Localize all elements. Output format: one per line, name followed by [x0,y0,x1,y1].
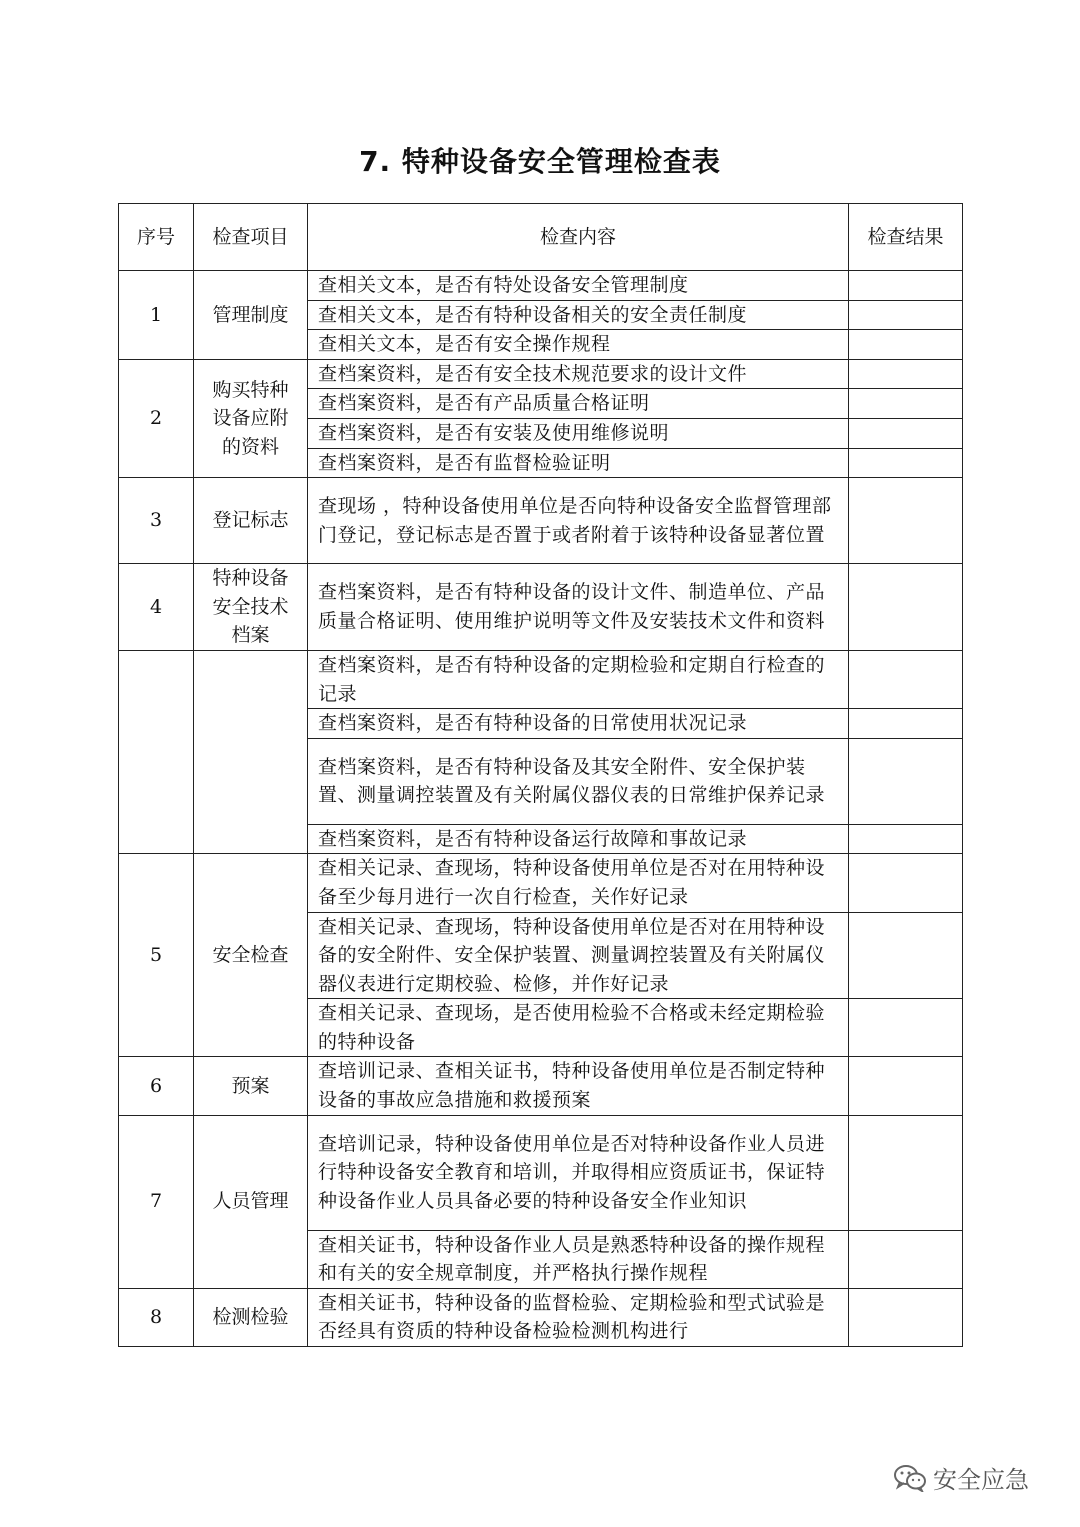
row-number: 1 [119,271,194,360]
check-content: 查相关证书，特种设备的监督检验、定期检验和型式试验是否经具有资质的特种设备检验检测机构进行 [308,1288,849,1346]
check-result-cell[interactable] [849,999,963,1057]
row-number [119,650,194,853]
row-number: 8 [119,1288,194,1346]
check-result-cell[interactable] [849,650,963,708]
header-no: 序号 [119,204,194,271]
table-header-row [119,204,963,271]
table-row [119,1115,963,1230]
check-result-cell[interactable] [849,478,963,564]
check-result-cell[interactable] [849,389,963,419]
header-item: 检查项目 [194,204,308,271]
check-result-cell[interactable] [849,330,963,360]
table-row [119,271,963,301]
check-item: 安全检查 [194,854,308,1057]
watermark-text: 安全应急 [933,1466,1029,1494]
page-title: 7. 特种设备安全管理检查表 [359,145,721,178]
check-content: 查相关文本，是否有特种设备相关的安全责任制度 [308,300,849,330]
check-result-cell[interactable] [849,709,963,739]
watermark [893,1460,1029,1495]
check-item: 检测检验 [194,1288,308,1346]
check-result-cell[interactable] [849,271,963,301]
check-result-cell[interactable] [849,912,963,999]
check-item: 人员管理 [194,1115,308,1288]
row-number: 7 [119,1115,194,1288]
check-content: 查档案资料，是否有特种设备的定期检验和定期自行检查的记录 [308,650,849,708]
table-row [119,478,963,564]
row-number: 5 [119,854,194,1057]
inspection-table [118,203,963,1347]
check-content: 查相关文本，是否有特处设备安全管理制度 [308,271,849,301]
check-content: 查档案资料，是否有监督检验证明 [308,448,849,478]
row-number: 6 [119,1057,194,1115]
check-content: 查培训记录、查相关证书，特种设备使用单位是否制定特种设备的事故应急措施和救援预案 [308,1057,849,1115]
row-number: 2 [119,359,194,477]
check-content: 查档案资料，是否有产品质量合格证明 [308,389,849,419]
check-content: 查档案资料，是否有安装及使用维修说明 [308,418,849,448]
table-body [119,271,963,1347]
check-content: 查相关记录、查现场，是否使用检验不合格或未经定期检验的特种设备 [308,999,849,1057]
check-content: 查档案资料，是否有特种设备运行故障和事故记录 [308,824,849,854]
row-number: 4 [119,564,194,651]
check-result-cell[interactable] [849,854,963,912]
check-result-cell[interactable] [849,359,963,389]
check-result-cell[interactable] [849,738,963,824]
check-result-cell[interactable] [849,1115,963,1230]
check-content: 查相关记录、查现场，特种设备使用单位是否对在用特种设备的安全附件、安全保护装置、测量调控装置及有关附属仪器仪表进行定期校验、检修，并作好记录 [308,912,849,999]
check-content: 查档案资料，是否有特种设备及其安全附件、安全保护装置、测量调控装置及有关附属仪器仪表的日常维护保养记录 [308,738,849,824]
header-result: 检查结果 [849,204,963,271]
check-content: 查相关记录、查现场，特种设备使用单位是否对在用特种设备至少每月进行一次自行检查，关作好记录 [308,854,849,912]
check-item: 管理制度 [194,271,308,360]
check-content: 查现场 ，特种设备使用单位是否向特种设备安全监督管理部门登记，登记标志是否置于或者附着于该特种设备显著位置 [308,478,849,564]
check-item: 预案 [194,1057,308,1115]
table-row [119,650,963,708]
check-result-cell[interactable] [849,1230,963,1288]
check-result-cell[interactable] [849,1288,963,1346]
check-content: 查培训记录，特种设备使用单位是否对特种设备作业人员进行特种设备安全教育和培训，并取得相应资质证书，保证特种设备作业人员具备必要的特种设备安全作业知识 [308,1115,849,1230]
table-row [119,854,963,912]
check-item: 购买特种设备应附的资料 [194,359,308,477]
check-result-cell[interactable] [849,564,963,651]
check-content: 查相关证书，特种设备作业人员是熟悉特种设备的操作规程和有关的安全规章制度，并严格执行操作规程 [308,1230,849,1288]
table-row [119,564,963,651]
table-row [119,1288,963,1346]
table-row [119,359,963,389]
check-result-cell[interactable] [849,418,963,448]
wechat-icon [893,1464,927,1492]
check-item: 登记标志 [194,478,308,564]
check-result-cell[interactable] [849,448,963,478]
check-content: 查相关文本，是否有安全操作规程 [308,330,849,360]
table-row [119,1057,963,1115]
check-content: 查档案资料，是否有安全技术规范要求的设计文件 [308,359,849,389]
check-result-cell[interactable] [849,1057,963,1115]
check-result-cell[interactable] [849,824,963,854]
check-item: 特种设备安全技术档案 [194,564,308,651]
check-item [194,650,308,853]
check-result-cell[interactable] [849,300,963,330]
row-number: 3 [119,478,194,564]
header-content: 检查内容 [308,204,849,271]
check-content: 查档案资料，是否有特种设备的设计文件、制造单位、产品质量合格证明、使用维护说明等文件及安装技术文件和资料 [308,564,849,651]
check-content: 查档案资料，是否有特种设备的日常使用状况记录 [308,709,849,739]
